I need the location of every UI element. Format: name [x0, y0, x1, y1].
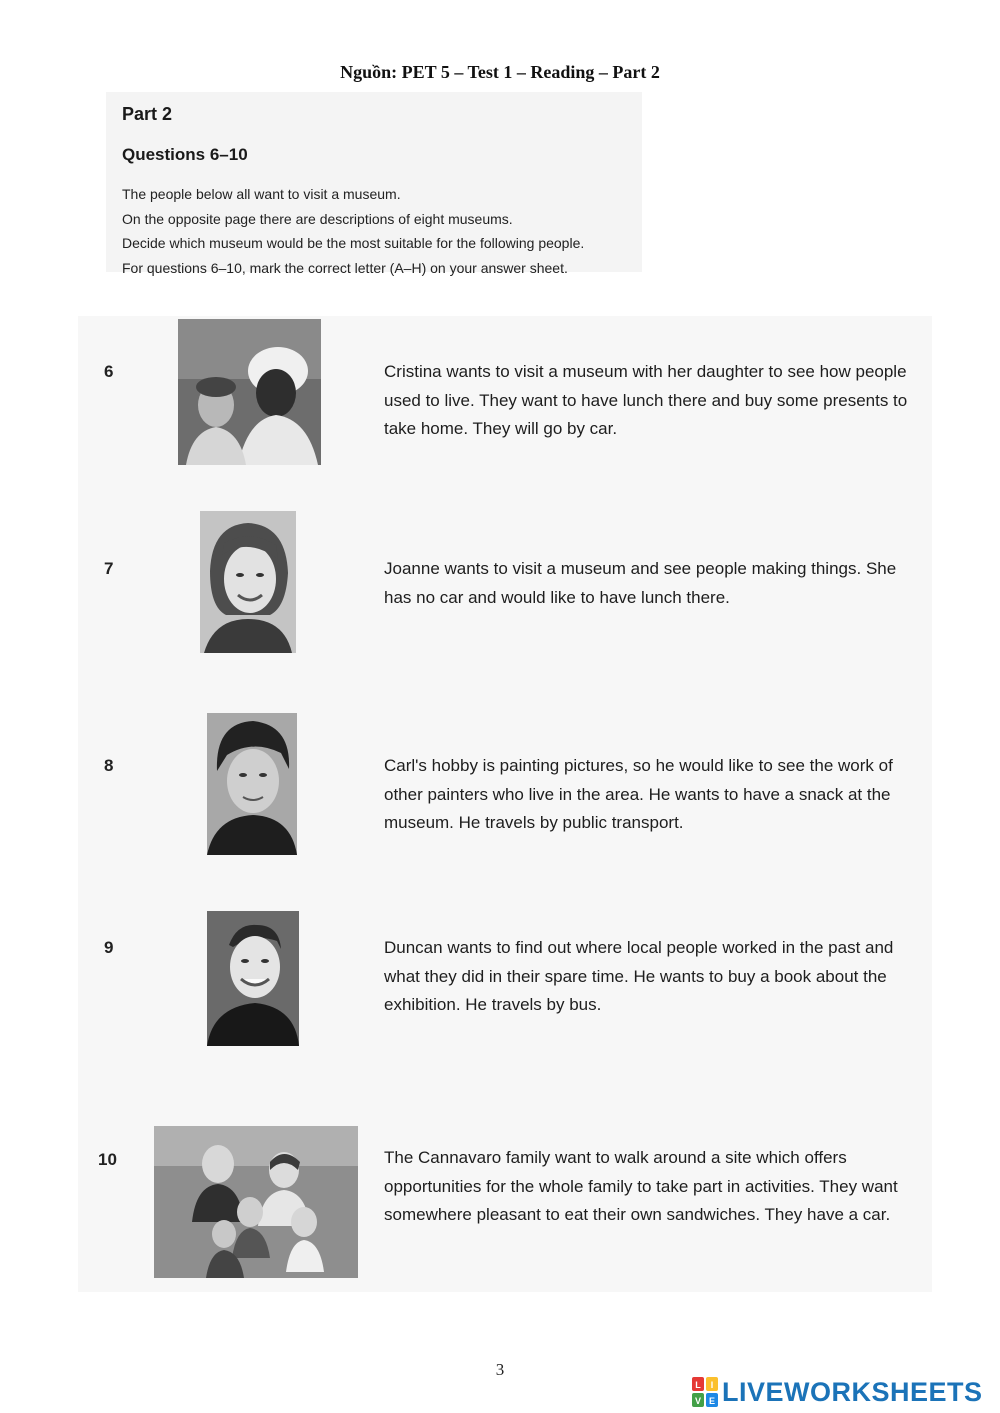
questions-title: Questions 6–10: [122, 145, 248, 164]
question-text: Carl's hobby is painting pictures, so he would like to see the work of other painters who live in the area. He wants to have a snack at the museum. He travels by public transport.: [384, 756, 893, 832]
question-number: 7: [104, 559, 114, 578]
family-group-photo: [154, 1126, 358, 1278]
svg-text:I: I: [710, 1380, 714, 1390]
woman-portrait-photo: [200, 511, 296, 653]
instruction-line: On the opposite page there are descriptions of eight museums.: [122, 210, 513, 227]
young-man-portrait-photo: [207, 911, 299, 1046]
instruction-line: Decide which museum would be the most suitable for the following people.: [122, 235, 585, 251]
question-number: 8: [104, 756, 114, 775]
instruction-line: For questions 6–10, mark the correct letter (A–H) on your answer sheet.: [122, 259, 568, 276]
page-number: 3: [495, 1360, 505, 1379]
brand-name: LIVEWORKSHEETS: [722, 1376, 983, 1407]
instruction-line: The people below all want to visit a museum.: [122, 186, 401, 202]
question-text: Duncan wants to find out where local people worked in the past and what they did in their spare time. He wants to buy a book about the exhibition. He travels by bus.: [384, 938, 894, 1014]
man-portrait-photo: [207, 713, 297, 855]
question-text: The Cannavaro family want to walk around a site which offers opportunities for the whole family to take part in activities. They want somewhere pleasant to eat their own sandwiches. They have a car.: [384, 1148, 898, 1224]
part-title: Part 2: [122, 104, 173, 124]
question-text: Cristina wants to visit a museum with her daughter to see how people used to live. They want to have lunch there and buy some presents to take home. They will go by car.: [384, 362, 908, 438]
question-number: 9: [104, 938, 114, 957]
svg-text:V: V: [694, 1396, 702, 1406]
brand-footer: [692, 1375, 983, 1409]
instructions: [122, 182, 642, 280]
source-line: Nguồn: PET 5 – Test 1 – Reading – Part 2: [340, 62, 660, 82]
question-text: Joanne wants to visit a museum and see people making things. She has no car and would like to have lunch there.: [384, 559, 897, 607]
svg-text:E: E: [708, 1396, 716, 1406]
question-number: 6: [104, 362, 114, 381]
svg-text:L: L: [695, 1380, 701, 1390]
question-number: 10: [98, 1150, 117, 1169]
mother-and-daughter-photo: [178, 319, 321, 465]
liveworksheets-logo-icon: [692, 1377, 718, 1407]
